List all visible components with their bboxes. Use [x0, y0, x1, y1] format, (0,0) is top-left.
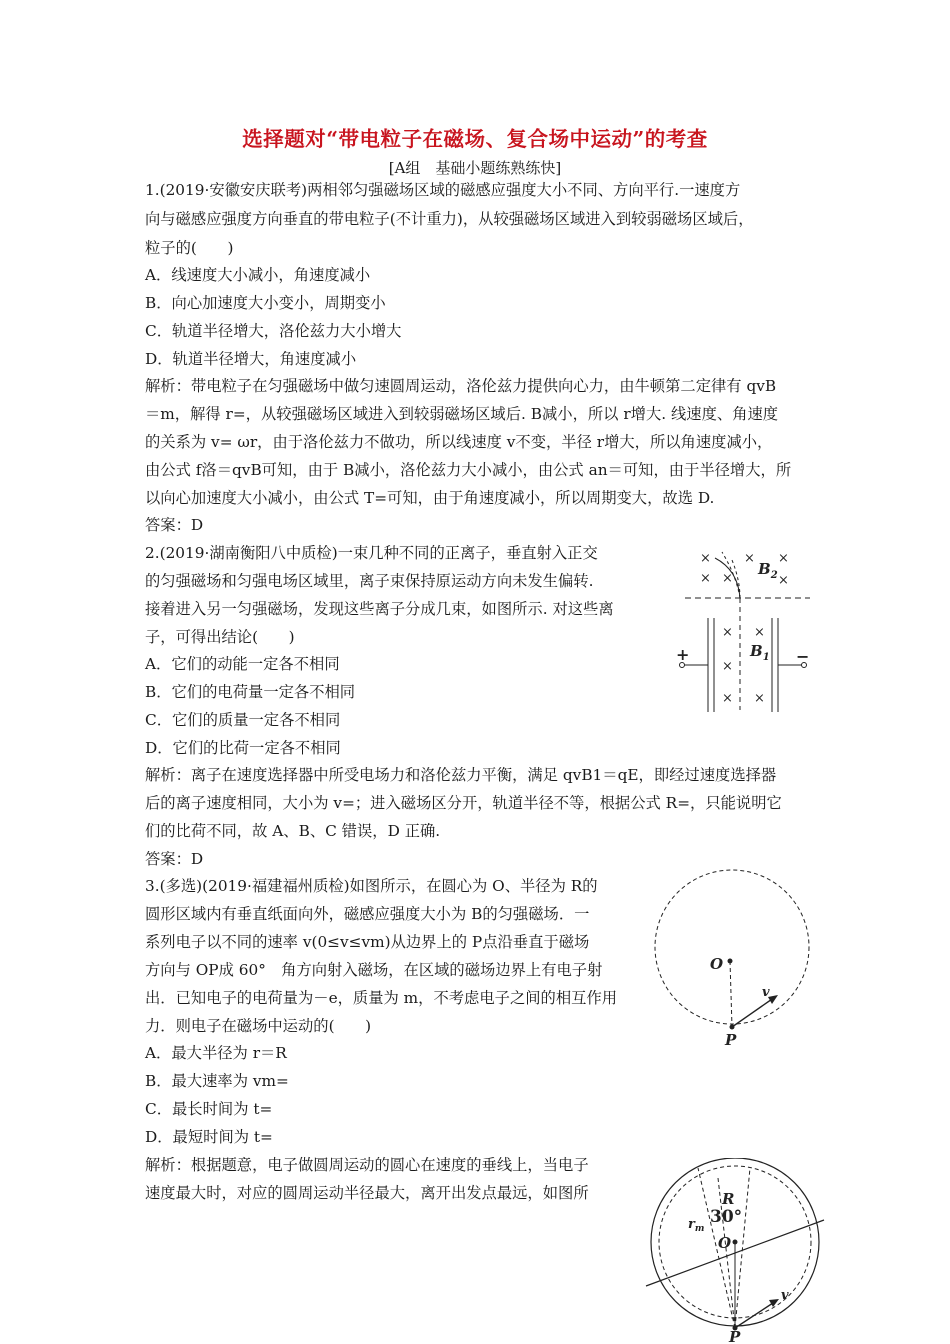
q3-figure-2	[638, 1158, 828, 1344]
q3-option-c: C．最长时间为 t=	[145, 1100, 273, 1118]
q3-stem-line: 圆形区域内有垂直纸面向外，磁感应强度大小为 B的匀强磁场．一	[145, 905, 590, 923]
angle-label: 30°	[710, 1207, 743, 1227]
q2-analysis-line: 们的比荷不同，故 A、B、C 错误，D 正确.	[145, 822, 441, 840]
q3-analysis-line: 解析：根据题意，电子做圆周运动的圆心在速度的垂线上，当电子	[145, 1156, 589, 1174]
q1-stem-line: 向与磁感应强度方向垂直的带电粒子(不计重力)，从较强磁场区域进入到较弱磁场区域后，	[145, 210, 754, 228]
center-o-label: O	[718, 1234, 732, 1252]
q3-stem-line: 出．已知电子的电荷量为－e，质量为 m，不考虑电子之间的相互作用	[145, 989, 618, 1007]
b1-label: $B_1$	[750, 642, 770, 663]
q3-analysis-line: 速度最大时，对应的圆周运动半径最大，离开出发点最远，如图所	[145, 1184, 589, 1202]
q3-figure-1	[650, 865, 820, 1055]
q1-analysis-line: 解析：带电粒子在匀强磁场中做匀速圆周运动，洛伦兹力提供向心力，由牛顿第二定律有 qvB	[145, 377, 777, 395]
q2-option-d: D．它们的比荷一定各不相同	[145, 739, 341, 757]
field-cross: ×	[722, 625, 733, 640]
q2-stem-line: 子，可得出结论( )	[145, 628, 295, 646]
q1-stem-line: 1.(2019·安徽安庆联考)两相邻匀强磁场区域的磁感应强度大小不同、方向平行.一速度方	[145, 181, 741, 199]
field-cross: ×	[722, 571, 733, 586]
q2-option-a: A．它们的动能一定各不相同	[145, 655, 340, 673]
q3-stem-line: 力．则电子在磁场中运动的( )	[145, 1017, 372, 1035]
point-p-label: P	[725, 1031, 737, 1049]
field-cross: ×	[722, 659, 733, 674]
radius-rm-label: $r_m$	[688, 1217, 705, 1234]
q3-option-a: A．最大半径为 r＝R	[145, 1044, 287, 1062]
q1-option-c: C．轨道半径增大，洛伦兹力大小增大	[145, 322, 402, 340]
field-cross: ×	[700, 551, 711, 566]
q1-option-a: A．线速度大小减小，角速度减小	[145, 266, 371, 284]
q2-option-c: C．它们的质量一定各不相同	[145, 711, 341, 729]
b2-label: $B_2$	[758, 560, 778, 581]
plus-sign: +	[676, 645, 690, 664]
q2-figure	[670, 540, 820, 720]
group-label: [A组 基础小题练熟练快]	[388, 159, 562, 177]
point-p-label: P	[729, 1328, 741, 1344]
q2-option-b: B．它们的电荷量一定各不相同	[145, 683, 356, 701]
q1-stem-line: 粒子的( )	[145, 239, 234, 257]
radius-r-label: R	[722, 1190, 735, 1208]
q1-analysis-line: ＝m，解得 r=，从较强磁场区域进入到较弱磁场区域后. B减小，所以 r增大. 线速度、角速度	[145, 405, 779, 423]
q3-option-b: B．最大速率为 vm=	[145, 1072, 289, 1090]
field-cross: ×	[754, 625, 765, 640]
q1-option-b: B．向心加速度大小变小，周期变小	[145, 294, 386, 312]
q2-stem-line: 2.(2019·湖南衡阳八中质检)一束几种不同的正离子，垂直射入正交	[145, 544, 598, 562]
field-cross: ×	[700, 571, 711, 586]
page-title: 选择题对“带电粒子在磁场、复合场中运动”的考查	[242, 127, 708, 151]
q3-option-d: D．最短时间为 t=	[145, 1128, 273, 1146]
q1-analysis-line: 以向心加速度大小减小，由公式 T=可知，由于角速度减小，所以周期变大，故选 D.	[145, 489, 715, 507]
field-cross: ×	[744, 551, 755, 566]
q1-option-d: D．轨道半径增大，角速度减小	[145, 350, 357, 368]
q2-analysis-line: 后的离子速度相同，大小为 v=；进入磁场区分开，轨道半径不等，根据公式 R=，只能说明它	[145, 794, 782, 812]
field-cross: ×	[754, 691, 765, 706]
q3-stem-line: 方向与 OP成 60° 角方向射入磁场，在区域的磁场边界上有电子射	[145, 961, 603, 979]
center-o-label: O	[710, 955, 724, 973]
field-cross: ×	[778, 573, 789, 588]
q2-answer: 答案：D	[145, 850, 204, 868]
minus-sign: −	[796, 647, 810, 666]
q1-analysis-line: 的关系为 v= ωr，由于洛伦兹力不做功，所以线速度 v不变，半径 r增大，所以角速度减小，	[145, 433, 773, 451]
velocity-label: v	[781, 1288, 789, 1303]
q3-stem-line: 系列电子以不同的速率 v(0≤v≤vm)从边界上的 P点沿垂直于磁场	[145, 933, 590, 951]
velocity-label: v	[762, 985, 770, 1000]
q2-analysis-line: 解析：离子在速度选择器中所受电场力和洛伦兹力平衡，满足 qvB1＝qE，即经过速度选择器	[145, 766, 777, 784]
q1-answer: 答案：D	[145, 516, 204, 534]
q2-stem-line: 的匀强磁场和匀强电场区域里，离子束保持原运动方向未发生偏转.	[145, 572, 594, 590]
field-cross: ×	[722, 691, 733, 706]
q3-stem-line: 3.(多选)(2019·福建福州质检)如图所示，在圆心为 O、半径为 R的	[145, 877, 598, 895]
q1-analysis-line: 由公式 f洛＝qvB可知，由于 B减小，洛伦兹力大小减小，由公式 an＝可知，由于半径增大，所	[145, 461, 792, 479]
field-cross: ×	[778, 551, 789, 566]
q2-stem-line: 接着进入另一匀强磁场，发现这些离子分成几束，如图所示. 对这些离	[145, 600, 614, 618]
